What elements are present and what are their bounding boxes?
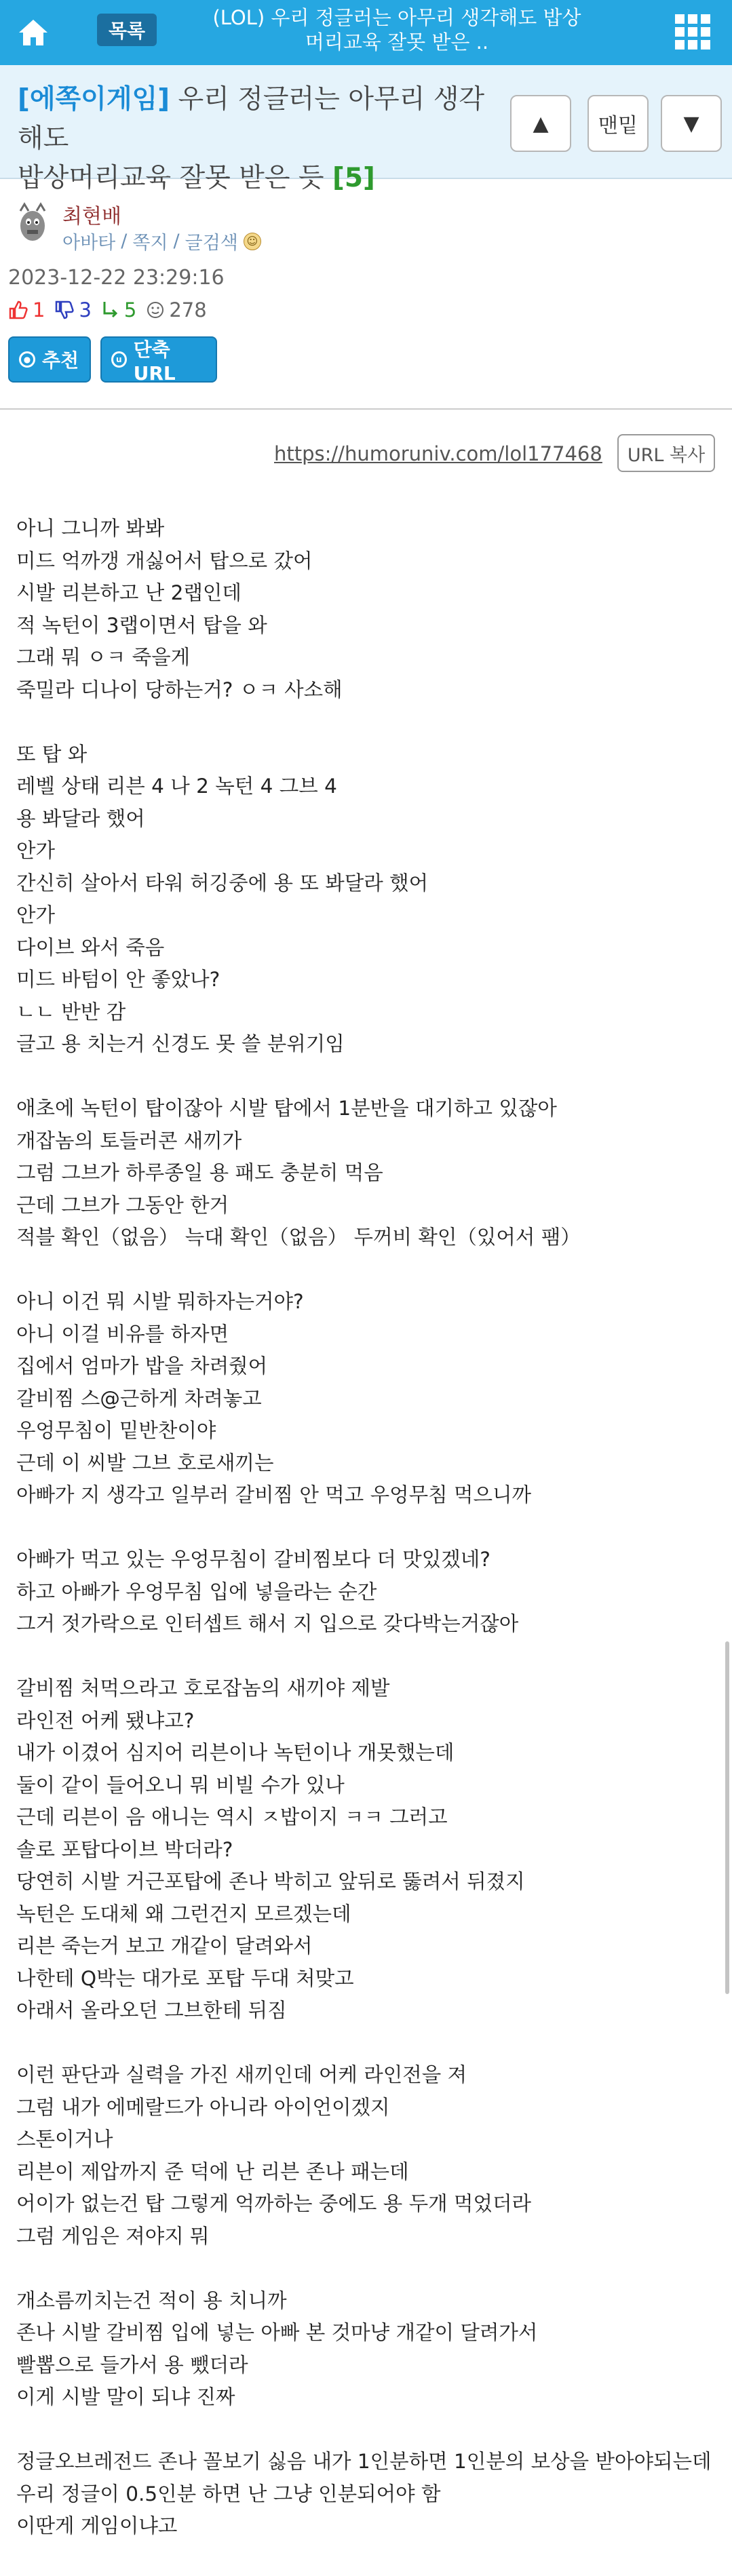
content-line: 집에서 엄마가 밥을 차려줬어 [16,1354,268,1378]
link-icon: u [111,351,127,368]
board-name[interactable]: [에쪽이게임] [18,84,170,115]
content-line: 그거 젓가락으로 인터셉트 해서 지 입으로 갖다박는거잖아 [16,1612,519,1635]
next-post-button[interactable]: ▼ [661,95,722,152]
blank-line [16,2414,722,2446]
good-value: 1 [33,298,45,321]
content-line: 빨뽑으로 들가서 용 뺐더라 [16,2353,248,2377]
top-bar [0,0,732,65]
avatar-link[interactable]: 아바타 [62,233,116,254]
content-line: 죽밀라 디나이 당하는거? ㅇㅋ 사소해 [16,678,343,701]
recommend-label: 추천 [42,349,79,372]
post-subject [18,80,493,198]
content-line: 안가 [16,839,55,862]
scroll-bottom-button[interactable]: 맨밑 [587,95,649,152]
content-line: 우엉무침이 밑반찬이야 [16,1419,216,1442]
blank-line [16,1254,722,1287]
top-title-line2: 머리교육 잘못 받은 .. [305,31,489,54]
short-url-link[interactable]: https://humoruniv.com/lol177468 [274,442,602,465]
content-line: 스톤이거나 [16,2128,113,2151]
content-line: 아니 이건 뭐 시발 뭐하자는거야? [16,1290,304,1313]
level-badge-icon: ☺ [244,233,261,250]
view-value: 278 [169,298,207,321]
content-line: 하고 아빠가 우엉무침 입에 넣을라는 순간 [16,1580,377,1603]
content-line: 라인전 어케 됐냐고? [16,1709,195,1732]
content-line: 미드 바텀이 안 좋았나? [16,968,220,991]
short-url-button[interactable] [100,336,217,383]
recommend-icon: ● [19,351,35,368]
content-line: 적 녹턴이 3랩이면서 탑을 와 [16,613,267,637]
post-content [16,513,722,2543]
top-title-line1: (LOL) 우리 정글러는 아무리 생각해도 밥상 [212,6,581,29]
content-line: 아니 그니까 봐봐 [16,517,165,540]
recommend-button[interactable] [8,336,91,383]
blank-line [16,706,722,739]
content-line: 또 탑 와 [16,742,88,766]
content-line: 내가 이겼어 심지어 리븐이나 녹턴이나 개못했는데 [16,1741,455,1764]
prev-post-button[interactable]: ▲ [510,95,571,152]
content-line: 존나 시발 갈비찜 입에 넣는 아빠 본 것마냥 개같이 달려가서 [16,2321,538,2344]
content-line: 안가 [16,903,55,926]
bad-value: 3 [79,298,92,321]
url-copy-button[interactable]: URL 복사 [617,434,715,472]
memo-count: [5] [332,163,375,193]
reply-arrow-icon [101,300,120,320]
blank-line [16,1061,722,1093]
content-line: 리븐 죽는거 보고 개같이 달려와서 [16,1934,313,1957]
content-line: 애초에 녹턴이 탑이잖아 시발 탑에서 1분반을 대기하고 있잖아 [16,1097,557,1120]
post-date: 2023-12-22 23:29:16 [8,266,225,290]
blank-line [16,1512,722,1544]
content-line: 근데 이 씨발 그브 호로새끼는 [16,1451,274,1475]
content-line: 우리 정글이 0.5인분 하면 난 그냥 인분되어야 함 [16,2482,441,2505]
blank-line [16,2252,722,2285]
memo-value: 5 [123,298,137,321]
content-line: 아래서 올라오던 그브한테 뒤짐 [16,1999,287,2022]
smiley-icon [146,300,165,319]
content-line: 시발 리븐하고 난 2랩인데 [16,581,242,604]
grid-menu-icon [674,13,712,51]
content-line: 근데 그브가 그동안 한거 [16,1193,229,1217]
content-line: 갈비찜 스@근하게 차려놓고 [16,1386,262,1410]
content-line: 근데 리븐이 음 애니는 역시 ㅈ밥이지 ㅋㅋ 그러고 [16,1806,448,1829]
list-button[interactable]: 목록 [97,14,157,46]
avatar-icon [15,201,50,245]
subject-title-part1: 우리 정글러는 아무리 생각해도 [18,84,485,154]
subject-area [0,65,732,193]
content-line: 다이브 와서 죽음 [16,935,165,959]
content-line: 나한테 Q박는 대가로 포탑 두대 처맞고 [16,1966,354,1990]
good-count [8,298,45,321]
content-line: 갈비찜 처먹으라고 호로잡놈의 새끼야 제발 [16,1677,390,1700]
content-line: 개잡놈의 토들러콘 새끼가 [16,1129,242,1152]
content-line: 적블 확인（없음） 늑대 확인（없음） 두꺼비 확인（있어서 팸） [16,1226,581,1249]
content-line: 아빠가 지 생각고 일부러 갈비찜 안 먹고 우엉무침 먹으니까 [16,1483,531,1506]
subject-title-part2: 밥상머리교육 잘못 받은 듯 [18,163,324,193]
post-stats [8,296,216,324]
grid-menu-button[interactable] [670,9,715,54]
content-line: 리븐이 제압까지 준 덕에 난 리븐 존나 패는데 [16,2160,409,2183]
content-line: 이딴게 게임이냐고 [16,2514,178,2537]
content-line: 그럼 내가 에메랄드가 아니라 아이언이겠지 [16,2095,390,2119]
content-line: 정글오브레전드 존나 꼴보기 싫음 내가 1인분하면 1인분의 보상을 받아야되는데 [16,2450,712,2473]
content-line: 아빠가 먹고 있는 우엉무침이 갈비찜보다 더 맛있겠네? [16,1548,490,1571]
divider [0,408,732,410]
bad-count [54,298,91,321]
content-line: 레벨 상태 리븐 4 나 2 녹턴 4 그브 4 [16,775,337,798]
view-count [146,298,206,321]
writer-links [62,228,261,254]
memo-stat [101,298,136,321]
content-line: 개소름끼치는건 적이 용 치니까 [16,2288,287,2312]
link-separator: / [121,231,128,252]
blank-line [16,1641,722,1673]
thumbs-down-icon [54,300,75,320]
content-line: 그래 뭐 ㅇㅋ 죽을게 [16,646,191,669]
content-line: 당연히 시발 거근포탑에 존나 박히고 앞뒤로 뚫려서 뒤졌지 [16,1870,525,1893]
content-line: 간신히 살아서 타워 허깅중에 용 또 봐달라 했어 [16,871,429,895]
short-url-label: 단축URL [133,338,176,385]
writer-name[interactable]: 최현배 [62,205,121,229]
content-line: 그럼 그브가 하루종일 용 패도 충분히 먹음 [16,1161,383,1184]
content-line: 용 봐달라 했어 [16,806,145,830]
content-line: 녹턴은 도대체 왜 그런건지 모르겠는데 [16,1902,351,1926]
link-separator: / [173,231,180,252]
content-line: 이런 판단과 실력을 가진 새끼인데 어케 라인전을 져 [16,2063,467,2086]
home-icon [18,18,49,47]
content-line: 어이가 없는건 탑 그렇게 억까하는 중에도 용 두개 먹었더라 [16,2192,531,2215]
blank-line [16,2027,722,2060]
content-line: 이게 시발 말이 되냐 진짜 [16,2385,235,2408]
content-line: 아니 이걸 비유를 하자면 [16,1322,229,1346]
content-line: 그럼 게임은 져야지 뭐 [16,2224,210,2248]
scrollbar[interactable] [725,1641,729,1994]
content-line: 솔로 포탑다이브 박더라? [16,1837,233,1861]
content-line: 둘이 같이 들어오니 뭐 비빌 수가 있나 [16,1773,345,1797]
content-line: 글고 용 치는거 신경도 못 쓸 분위기임 [16,1032,345,1055]
thumbs-up-icon [8,300,28,320]
content-line: 미드 억까갱 개싫어서 탑으로 갔어 [16,549,313,572]
post-search-link[interactable]: 글검색 [185,233,238,254]
home-button[interactable] [12,12,54,53]
message-link[interactable]: 쪽지 [132,233,168,254]
top-title [204,5,590,54]
avatar[interactable] [15,201,50,245]
content-line: ㄴㄴ 반반 감 [16,1000,126,1023]
